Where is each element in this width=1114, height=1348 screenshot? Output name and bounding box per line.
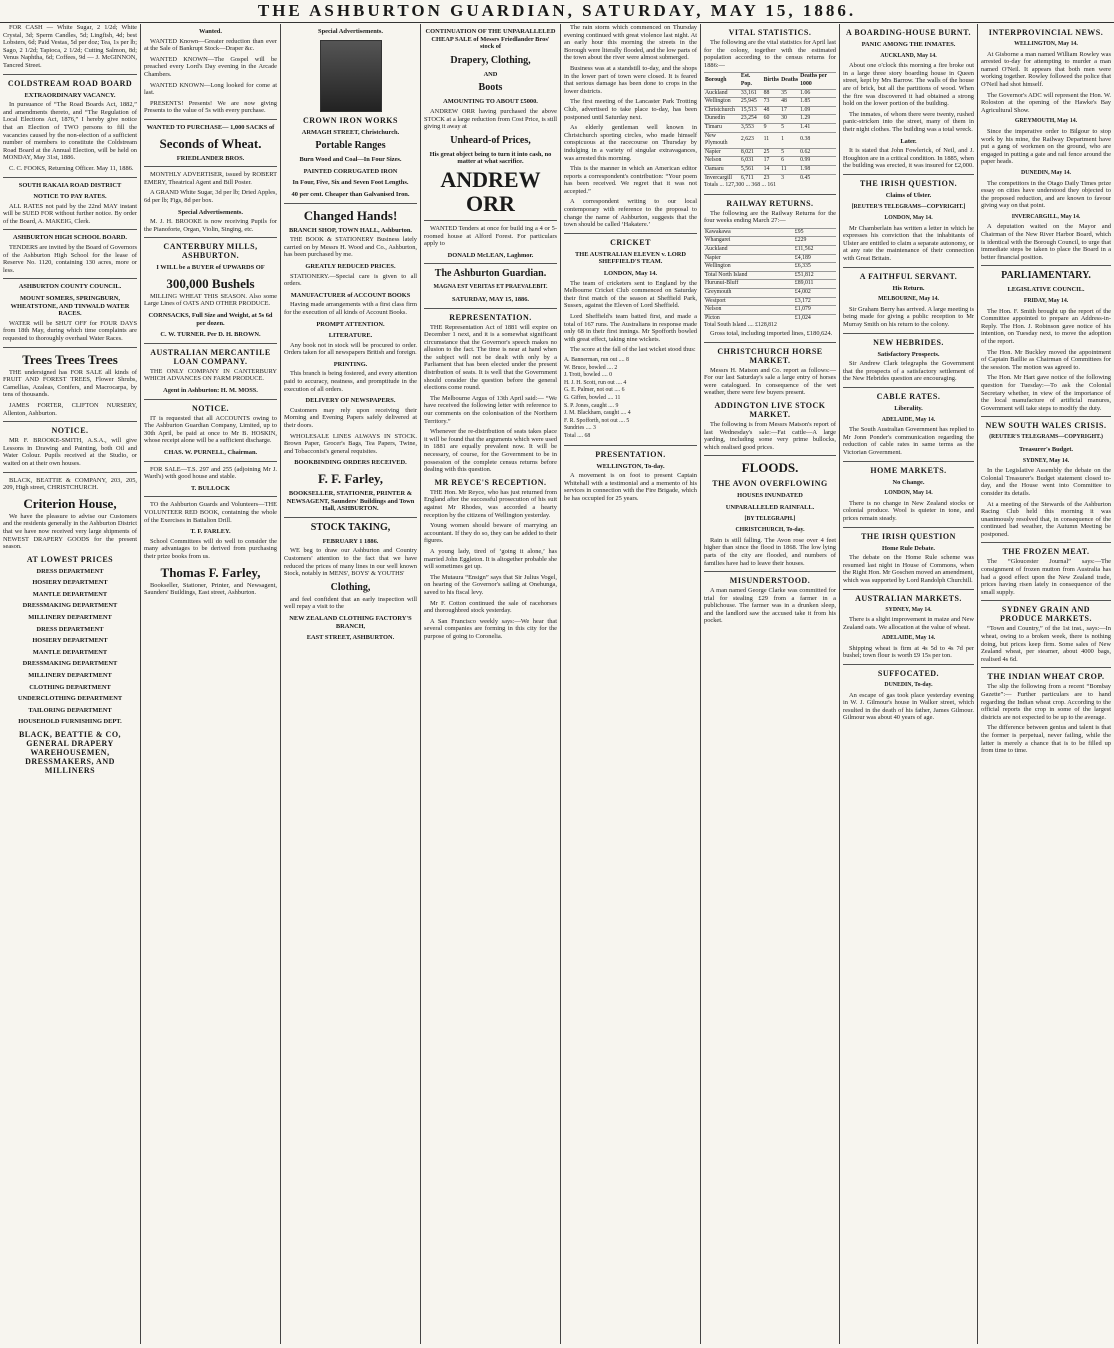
bookbinding: BOOKBINDING ORDERS RECEIVED. [294, 459, 407, 467]
account-books-heading: MANUFACTURER of ACCOUNT BOOKS [290, 291, 411, 299]
branch-shop: BRANCH SHOP, TOWN HALL, Ashburton. [289, 226, 412, 234]
irish-heading: THE IRISH QUESTION. [859, 178, 958, 188]
wanted-4: PRESENTS! Presents! We are now giving Presents to the value of 5s with every purchase. [144, 99, 277, 115]
ranges-heading: Portable Ranges [315, 140, 386, 152]
legislative-text-1: The Hon. F. Smith brought up the report of the Committee appointed to prepare an Address-in-Reply. The Hon. J. Robinson gave notice of his intention, on Tuesday next, to move the adoption of the report. [981, 307, 1111, 345]
table-row: Hurunui-Bluff £89,011 [704, 280, 836, 289]
aus-markets-text: There is a slight improvement in maize and New Zealand oats. We allocation at the value of wheat. [843, 616, 974, 631]
floods-sub-2: HOUSES INUNDATED [737, 492, 803, 500]
special-ads-heading: Special Advertisements. [318, 28, 383, 35]
accounts-notice-text: IT is requested that all ACCOUNTS owing to The Ashburton Guardian Company, Limited, up to 30th April, be paid at once to Mr B. HOSKIN, whose receipt alone will be a sufficient discharge. [144, 414, 277, 445]
representation-text-3: Whenever the re-distribution of seats takes place it will be found that the arguments which were used in 1881 are equally prevalent now. It will be necessary, of course, for the Government to be in possession of the complete census returns before dealing with this question. [424, 428, 557, 474]
boots-heading: Boots [478, 82, 503, 94]
later-heading: Later. [900, 137, 917, 145]
department-12: TAILORING DEPARTMENT [28, 706, 112, 714]
irish2-heading: THE IRISH QUESTION [861, 531, 956, 541]
cable-location: ADELAIDE, May 14. [881, 416, 936, 423]
table-row: Picton £1,024 [704, 314, 836, 322]
legislative-text-3: The Hon. Mr Hart gave notice of the following question for Tuesday:—To ask the Colonial Secretary whether, in view of the importance of the local manufacture of artificial manures, Government will take steps to modify the duty. [981, 374, 1111, 412]
mills-text: MILLING WHEAT THIS SEASON. Also some Large Lines of OATS AND OTHER PRODUCE. [144, 292, 277, 308]
finance-text: The Mutaura “Ensign” says that Sir Julius Vogel, on hearing of the Governor's sailing at Onehunga, saved to his fiscal levy. [424, 573, 557, 596]
column-1 [0, 24, 140, 1344]
lowest-prices: AT LOWEST PRICES [26, 554, 114, 564]
ff-farley: F. F. Farley, [317, 471, 384, 486]
volunteer-ad: TO the Ashburton Guards and Volunteers—THE VOLUNTEER RED BOOK, containing the whole of the Exercises in Battalion Drill. [144, 501, 277, 524]
score-6: S. P. Jones, caught .... 9 [564, 402, 619, 409]
interprovincial-text-1: At Gisborne a man named William Rowley was arrested to-day for attempting to murder a man named O'Neil. It appears that both men were working together. Rowley followed the police that O'Neil had shot himself. [981, 50, 1111, 88]
high-school-heading: ASHBURTON HIGH SCHOOL BOARD. [12, 234, 127, 242]
column-3 [281, 24, 420, 1344]
department-10: CLOTHING DEPARTMENT [29, 683, 111, 691]
criterion-company: BLACK, BEATTIE & COMPANY, 203, 205, 209, High street, CHRISTCHURCH. [3, 476, 137, 492]
stock-taking: STOCK TAKING, [310, 521, 391, 533]
nsw-location: SYDNEY, May 14. [1022, 457, 1070, 464]
department-2: MANTLE DEPARTMENT [32, 590, 108, 598]
column-8 [978, 24, 1114, 1344]
stock-taking-text: WE beg to draw our Ashburton and Country Customers' attention to the fact that we have reduced the prices of many lines in our well known Stock, notably in MENS', BOYS' & YOUTHS' [284, 547, 417, 578]
table-row: Westport £3,172 [704, 297, 836, 306]
servant-sub: His Return. [892, 284, 925, 292]
coldstream-subheading: EXTRAORDINARY VACANCY. [24, 91, 116, 99]
special-heading: Special Advertisements. [178, 208, 243, 216]
horse-market-heading: CHRISTCHURCH HORSE MARKET. [717, 346, 823, 365]
clothing-text: and feel confident that an early inspection will well repay a visit to the [284, 595, 417, 611]
thomas-farley: Thomas F. Farley, [160, 564, 261, 580]
literature-text: Any book not in stock will be procured to order. Orders taken for all newspapers British and foreign. [284, 341, 417, 357]
legislative-text-2: The Hon. Mr Buckley moved the appointment of Captain Baillie as Chairman of Committees for the session. The motion was agreed to. [981, 348, 1111, 371]
irish-sub: Claims of Ulster. [885, 191, 932, 199]
indian-wheat-heading: THE INDIAN WHEAT CROP. [987, 672, 1105, 682]
legislative-date: FRIDAY, May 14. [1023, 298, 1069, 305]
score-5: G. Giffen, bowled .... 11 [564, 394, 621, 401]
tenders-signature: DONALD McLEAN, Laghmor. [447, 251, 534, 259]
interprovincial-location-1: WELLINGTON, May 14. [1014, 41, 1078, 47]
department-9: MILLINERY DEPARTMENT [28, 672, 112, 680]
representation-text-2: The Melbourne Argus of 13th April said:— “We have received the following letter with reference to our comments on the colonisation of the Northern Territory.” [424, 394, 557, 425]
department-4: MILLINERY DEPARTMENT [28, 614, 112, 622]
reduced-prices: GREATLY REDUCED PRICES. [305, 262, 396, 270]
account-books-text: Having made arrangements with a first class firm for the execution of all kinds of Account Books. [284, 301, 417, 316]
presentation-location: WELLINGTON, To-day. [596, 462, 665, 470]
column-5 [561, 24, 700, 1344]
painted-iron-heading: PAINTED CORRUGATED IRON [303, 167, 398, 175]
floods-location: CHRISTCHURCH, To-day. [735, 527, 805, 534]
presentation-heading: PRESENTATION. [595, 449, 666, 459]
irish2-text: The debate on the Home Rule scheme was resumed last night in House of Commons, when the Right Hon. Mr Goschen moved an amendment, which was supported by Lord Randolph Churchill. [843, 554, 974, 584]
score-8: F. R. Spofforth, not out .... 5 [564, 417, 630, 424]
interprovincial-text-4: The competitors in the Otago Daily Times prize essay on cities have understood they objected to the proposed reduction, and are known to favour giving way on that point. [981, 179, 1111, 210]
column-4 [421, 24, 560, 1344]
cornsacks-signature: C. W. TURNER. Per D. H. BROWN. [160, 331, 261, 339]
books-text: THE BOOK & STATIONERY Business lately carried on by Messrs H. Wood and Co., Ashburton, has been purchased by me. [284, 236, 417, 259]
thomas-farley-text: Bookseller, Stationer, Printer, and Newsagent, Saunders' Buildings, East street, Ashburton. [144, 581, 277, 597]
mills-bushels: 300,000 Bushels [166, 275, 255, 291]
indian-wheat-text-2: The difference between genius and talent is that the former is perpetual, never failing, while the latter is merely a chance that is to be filled up from time to time. [981, 724, 1111, 755]
score-3: H. J. H. Scott, run out .... 4 [564, 379, 627, 386]
nz-clothing-address: EAST STREET, ASHBURTON. [306, 634, 395, 642]
home-markets-location: LONDON, May 14. [884, 490, 933, 497]
trees-signature: JAMES FORTER, CLIFTON NURSERY, Allenton, Ashburton. [3, 401, 137, 417]
sydney-grain-heading: SYDNEY GRAIN AND PRODUCE MARKETS. [999, 605, 1092, 624]
railway-note: Gross total, including imported lines, £180,624. [710, 330, 833, 337]
score-1: W. Bruce, bowled .... 2 [564, 364, 618, 371]
table-row: Napier £4,189 [704, 254, 836, 263]
department-0: DRESS DEPARTMENT [36, 567, 104, 575]
vital-statistics-table [704, 72, 836, 182]
floods-telegraph: [BY TELEGRAPH.] [744, 515, 796, 522]
table-row: Invercargill 6,711 23 3 0.45 [704, 174, 836, 182]
wholesale-text: WHOLESALE LINES ALWAYS IN STOCK. Brown Paper, Grocer's Bags, Tea Papers, Twine, and Tobacconist's general requisites. [284, 432, 417, 455]
hebrides-text: Sir Andrew Clark telegraphs the Government that the prospects of a satisfactory settlement of the New Hebrides question are encouraging. [843, 360, 974, 383]
wanted-2: WANTED KNOWN—The Gospel will be preached every Lord's Day evening in the Arcade Chambers. [144, 55, 277, 78]
presentation-text: A movement is on foot to present Captain Whitehall with a testimonial and a memento of his services in connection with the Fire Brigade, which he has occupied for 25 years. [564, 472, 697, 502]
boarding-house-sub: PANIC AMONG THE INMATES. [861, 41, 956, 48]
nsw-heading: NEW SOUTH WALES CRISIS. [985, 421, 1107, 431]
rakaia-heading: SOUTH RAKAIA ROAD DISTRICT [18, 181, 122, 189]
rakaia-text: ALL RATES not paid by the 22nd MAY instant will be SUED FOR without further notice. By order of the Board, A. MAKEIG, Clerk. [3, 202, 137, 225]
painted-iron-text: In Four, Five, Six and Seven Foot Lengths. [292, 179, 409, 187]
interprovincial-location-4: INVERCARGILL, May 14. [1011, 213, 1081, 220]
irish-telegram: [REUTER'S TELEGRAMS—COPYRIGHT.] [851, 203, 966, 210]
unheard-text: His great object being to turn it into cash, no matter at what sacrifice. [429, 150, 552, 166]
trees-text: THE undersigned has FOR SALE all kinds of FRUIT AND FOREST TREES, Flower Shrubs, Camellias, Azaleas, Conifers, and Macrocarpa, by tens of thousands. [3, 368, 137, 399]
frozen-meat-text: The “Gloucester Journal” says:—The consignment of frozen mutton from Australia has had a good effect upon the New Zealand trade, prices having risen lately in consequence of the small supply. [981, 558, 1111, 596]
department-11: UNDERCLOTHING DEPARTMENT [17, 695, 123, 703]
interprovincial-text-3: Since the imperative order to Bilgour to stop work by his mine, the Railway Department have put a gang of workmen on the ground, who are engaged in putting a gate and rail fence around the paper heads. [981, 127, 1111, 166]
railway-total: Total South Island .... £128,812 [704, 322, 777, 329]
wheat-heading: WANTED TO PURCHASE— 1,000 SACKS of [146, 123, 275, 131]
delivery-text: Customers may rely upon receiving their Morning and Evening Papers safely delivered at their doors. [284, 406, 417, 430]
stationery-text: STATIONERY.—Special care is given to all orders. [284, 272, 417, 288]
reyce-text: THE Hon. Mr Reyce, who has just returned from England after the successful prosecution of his suit against Mr Rhodes, was accorded a hearty reception by the citizens of Wellington yesterday. [424, 488, 557, 519]
drapery-heading: Drapery, Clothing, [450, 54, 531, 66]
paper-title: The Ashburton Guardian. [434, 268, 547, 280]
wheat-signature: FRIEDLANDER BROS. [176, 154, 245, 162]
arrest-text: As elderly gentleman well known in Christchurch sporting circles, who made himself conspicuous at the racecourse on Thursday by indulging in a variety of singular extravagances, was arrested this morning. [564, 124, 697, 162]
cable-heading: CABLE RATES. [876, 392, 941, 401]
interprovincial-text-2: The Governor's ADC will represent the Hon. W. Roloston at the opening of the Hawke's Bay Agricultural Show. [981, 91, 1111, 114]
department-5: DRESS DEPARTMENT [36, 625, 104, 633]
nsw-text-1: In the Legislative Assembly the debate on the Colonial Treasurer's Budget statement closed to-day, and the House went into Committee to consider its details. [981, 467, 1111, 497]
railway-heading: RAILWAY RETURNS. [726, 198, 814, 208]
boarding-house-location: AUCKLAND, May 14. [880, 52, 937, 59]
masthead: THE ASHBURTON GUARDIAN, SATURDAY, MAY 15, 1886. [0, 0, 1114, 23]
vital-statistics-heading: VITAL STATISTICS. [728, 28, 812, 37]
cotton-text: Mr F. Cotton continued the sale of racehorses and thoroughbred stock yesterday. [424, 599, 557, 615]
score-4: G. E. Palmer, not out .... 6 [564, 387, 625, 394]
young-women-text: Young women should beware of marrying an accountant. If they do so, they can be added to their figures. [424, 522, 557, 545]
representation-text-1: THE Representation Act of 1881 will expire on December 1 next, and it is a somewhat significant circumstance that the Governor's speech makes no allusion to the fact. The time is near at hand when the subject will not be dealt with only by a Parliament that has been elected under the present distribution of seats. It is well that the Government should consider the question before the general elections come round. [424, 323, 557, 392]
nz-clothing-factory: NEW ZEALAND CLOTHING FACTORY'S BRANCH, [289, 614, 412, 630]
addington-text: The following is from Messrs Matson's report of last Wednesday's sale:—Fat cattle—A large yarding, including some very prime bullocks, which realised good prices. [704, 420, 836, 451]
rain-text-2: Business was at a standstill to-day, and the shops in the lower part of town were closed. It is feared that serious damage has been done to crops in the lower districts. [564, 64, 697, 95]
clothing-heading: Clothing, [330, 581, 371, 593]
servant-heading: A FAITHFUL SERVANT. [859, 271, 958, 281]
misunderstood-heading: MISUNDERSTOOD. [729, 576, 811, 586]
sale-amount: AMOUNTING TO ABOUT £5000. [443, 98, 538, 106]
cricket-heading: CRICKET [610, 237, 651, 247]
andrew-orr: ANDREW ORR [440, 166, 541, 216]
suffocated-heading: SUFFOCATED. [877, 669, 940, 679]
irish2-sub: Home Rule Debate. [881, 544, 936, 552]
criterion-text: We have the pleasure to advise our Customers and the residents generally in the Ashburton District that we have now received very large shipments of NEWEST DRAPERY GOODS for the present season. [3, 512, 137, 551]
mercantile-heading: AUSTRALIAN MERCANTILE LOAN COMPANY. [150, 347, 271, 366]
representation-heading: REPRESENTATION. [449, 312, 532, 322]
criterion-heading: Criterion House, [23, 495, 117, 511]
printing-heading: PRINTING. [333, 360, 368, 368]
accounts-notice-heading: NOTICE. [191, 403, 230, 413]
table-row: Nelson 6,031 17 6 0.99 [704, 157, 836, 166]
for-sale-ad: FOR SALE—T.S. 297 and 255 (adjoining Mr J. Ward's) with good house and stable. [144, 465, 277, 481]
aus-markets-location-2: ADELAIDE, May 14. [881, 635, 936, 642]
notice-text: MR F. BROOKE-SMITH, A.S.A., will give Lessons in Drawing and Painting, both Oil and Water Colour. Pupils received at the Studio, or waited on at their own houses. [3, 437, 137, 467]
ranges-text: Burn Wood and Coal—In Four Sizes. [299, 156, 402, 164]
indian-wheat-text-1: The slip the following from a recent “Bombay Gazette”:— Further particulars are to hand regarding the Indian wheat crop. According to the official reports the crop in some of the largest districts are not expected to be up to the average. [981, 683, 1111, 721]
town-name-text: A correspondent writing to our local contemporary with reference to the proposal to change the name of Ashburton, suggests that the town should be called ‘Hakatere.’ [564, 198, 697, 229]
later-text: It is stated that John Fowlerick, of Neil, and J. Houghton are in a critical condition. In 1885, when the building was erected, it was insured for £2,000. [843, 147, 974, 170]
boarding-house-heading: A BOARDING-HOUSE BURNT. [846, 28, 971, 37]
addington-heading: ADDINGTON LIVE STOCK MARKET. [714, 400, 826, 419]
table-row: Nelson £1,079 [704, 306, 836, 315]
nsw-telegram: (REUTER'S TELEGRAMS—COPYRIGHT.) [989, 434, 1103, 441]
san-francisco-text: A San Francisco weekly says:—We hear that several companies are forming in this city for the purpose of going to Coronelia. [424, 617, 557, 640]
score-9: Sundries .... 3 [564, 425, 596, 432]
cable-text: The South Australian Government has replied to Mr Jonn Ponder's communication regarding the reduction of cable rates in same terms as the Victorian Government. [843, 426, 974, 456]
column-6 [701, 24, 839, 1344]
trotting-text: The first meeting of the Lancaster Park Trotting Club, advertised to take place to-day, has been postponed until Saturday next. [564, 98, 697, 121]
literature-heading: LITERATURE. [328, 332, 373, 340]
home-markets-heading: HOME MARKETS. [870, 465, 947, 475]
servant-text: Sir Graham Berry has arrived. A large meeting is being made for giving a public reception to Mr Murray Smith on his return to the colony. [843, 305, 974, 329]
drapery-and: AND [483, 70, 498, 78]
stock-taking-date: FEBRUARY 1 1886. [322, 537, 379, 545]
painted-iron-price: 40 per cent. Cheaper than Galvanised Iron. [291, 190, 410, 198]
interprovincial-text-5: A deputation waited on the Mayor and Chairman of the New River Harbor Board, which is identical with the Borough Council, to urge that immediate steps be taken to place the Board in a better financial position. [981, 223, 1111, 261]
table-row: Dunedin 23,254 60 30 1.29 [704, 115, 836, 124]
wanted-heading: Wanted. [199, 28, 222, 35]
home-markets-text: There is no change in New Zealand stocks or colonial produce. Wool is quieter in tone, and prices remain steady. [843, 499, 974, 522]
notice-heading: NOTICE. [51, 426, 89, 436]
table-row: Wellington £6,335 [704, 263, 836, 272]
prompt-attention: PROMPT ATTENTION. [316, 320, 385, 328]
grand-ad: A GRAND White Sugar, 3d per lb; Dried Apples, 6d per lb; Figs, 8d per box. [144, 189, 277, 204]
cheap-sale-intro: CONTINUATION OF THE UNPARALLELED CHEAP SALE of Messrs Friedlander Bros' stock of [425, 28, 556, 51]
mercantile-signature: Agent in Ashburton: H. M. MOSS. [163, 387, 258, 395]
floods-sub-3: UNPARALLELED RAINFALL. [725, 503, 815, 511]
department-13: HOUSEHOLD FURNISHING DEPT. [18, 718, 122, 726]
black-beattie-footer: BLACK, BEATTIE & CO, GENERAL DRAPERY WAREHOUSEMEN, DRESSMAKERS, AND MILLINERS [18, 730, 122, 775]
wanted-1: WANTED Known—Greater reduction than ever at the Sale of Bankrupt Stock—Draper &c. [144, 37, 277, 53]
cricket-subheading: THE AUSTRALIAN ELEVEN v. LORD SHEFFIELD'S TEAM. [575, 250, 686, 266]
ff-farley-text: BOOKSELLER, STATIONER, PRINTER & NEWSAGENT, Saunders' Buildings and Town Hall, ASHBURTON. [286, 490, 415, 513]
high-school-text: TENDERS are invited by the Board of Governors of the Ashburton High School for the lease of Reserve No. 1120, containing 130 acres, more or less. [3, 244, 137, 274]
accounts-notice-signature: CHAS. W. PURNELL, Chairman. [163, 449, 258, 456]
orr-text: ANDREW ORR having purchased the above STOCK at a large reduction from Cost Price, is still giving it away at [424, 107, 557, 131]
department-1: HOSIERY DEPARTMENT [32, 579, 108, 587]
cricket-text-2: Lord Sheffield's team batted first, and made a total of 167 runs. The Australians in response made only 68 in their first innings. Mr Spofforth bowled with great effect, taking nine wickets. [564, 313, 697, 343]
score-total: Total .... 68 [564, 432, 591, 439]
table-row: Kawakawa £95 [704, 228, 836, 237]
range-stove-illustration [320, 40, 382, 112]
table-row: Total North Island £51,812 [704, 271, 836, 280]
table-row: Auckland £11,562 [704, 246, 836, 255]
rakaia-subheading: NOTICE TO PAY RATES. [33, 193, 107, 201]
department-8: DRESSMAKING DEPARTMENT [22, 660, 118, 668]
table-row: Whangarei £229 [704, 237, 836, 246]
servant-location: MELBOURNE, May 14. [878, 296, 939, 303]
crown-iron-address: ARMAGH STREET, Christchurch. [301, 128, 400, 136]
tenders-text: WANTED Tenders at once for build ing a 4 or 5-roomed house at Alford Forest. For particulars apply to [424, 224, 557, 248]
table-row: Christchurch 15,513 48 17 1.09 [704, 106, 836, 115]
table-row: Timaru 3,553 9 5 1.41 [704, 123, 836, 132]
nsw-text-2: At a meeting of the Stewards of the Ashburton Racing Club held this morning it was unanimously resolved that, in consequence of the continued bad weather, the Autumn Meeting be postponed. [981, 500, 1111, 538]
hebrides-heading: NEW HEBRIDES. [873, 337, 944, 347]
sydney-grain-text: “Town and Country,” of the 1st inst., says:—In wheat, owing to a broken week, there is nothing doing, but prices keep firm. Some sales of New Zealand wheat, per steamer, about 4000 bags, realised 4s 6d. [981, 625, 1111, 663]
interprovincial-location-2: GREYMOUTH, May 14. [1014, 118, 1078, 125]
railway-intro: The following are the Railway Returns for the four weeks ending March 27:— [704, 209, 836, 225]
aus-markets-heading: AUSTRALIAN MARKETS. [855, 593, 962, 603]
boarding-house-text-1: About one o'clock this morning a fire broke out in a large three story boarding house in Queen street, kept by Mrs Barrow. The walls of the house are of brick, but all the partitions of wood. When the fire was discovered it had obtained a strong hold on the lower portion of the building. [843, 62, 974, 108]
rain-text-1: The rain storm which commenced on Thursday evening continued with great violence last night. At an early hour this morning the streets in the Borough were literally flooded, and the low parts of the town about the river were almost submerged. [564, 24, 697, 62]
trees-heading: Trees Trees Trees [22, 351, 118, 367]
floods-text: Rain is still falling. The Avon rose over 4 feet higher than since the flood in 1868. The low lying parts of the city are flooded, and numbers of families have had to leave their houses. [704, 536, 836, 567]
county-heading: ASHBURTON COUNTY COUNCIL. [18, 283, 122, 291]
floods-sub-1: THE AVON OVERFLOWING [712, 479, 828, 489]
table-row: Auckland 33,161 88 35 1.06 [704, 89, 836, 98]
floods-heading: FLOODS. [741, 460, 799, 476]
for-sale-signature: T. BULLOCK [191, 484, 230, 492]
cash-ad: FOR CASH — White Sugar, 2 1/2d; White Crystal, 3d; Sperm Candles, 5d; Lingfish, 4d; best Lobsters, 6d; Paid Vestas, 5d per doz; Tea, 1s per lb; Sago, 2 1/2d; Tapioca, 2 1/2d; Cutting Salmon, 8d; Venus Naphtha, 6d; Coffees, 9d — J. McGINNON, Tancred Street. [3, 24, 137, 69]
wheat-title: Seconds of Wheat. [159, 135, 262, 151]
county-subheading: MOUNT SOMERS, SPRINGBURN, WHEATSTONE, AND TINWALD WATER RACES. [10, 295, 130, 318]
coldstream-text: In pursuance of “The Road Boards Act, 1882,” and amendments thereto, and “The Regulation of Local Elections Act, 1876,” I hereby give notice that an Election of TWO persons to fill the vacancies caused by the non-election of a sufficient number of members to constitute the Coldstream Road Board at the Annual Election, will be held on MONDAY, May 31st, 1886. [3, 101, 137, 162]
vital-total: Totals ... 127,300 ... 368 ... 161 [704, 182, 777, 189]
changed-hands: Changed Hands! [303, 207, 398, 223]
vital-header-row: Borough Est. Pop. Births Deaths Deaths per 1000 [704, 73, 836, 89]
county-text: WATER will be SHUT OFF for FOUR DAYS from 18th May, during which time complaints are requested to thoroughly overhaul Water Races. [3, 319, 137, 342]
printing-text: This branch is being fostered, and every attention paid to accuracy, neatness, and promptitude in the execution of all orders. [284, 370, 417, 393]
suffocated-location: DUNEDIN, To-day. [884, 682, 933, 689]
parliamentary-heading: PARLIAMENTARY. [1001, 270, 1091, 282]
mercantile-text: THE ONLY COMPANY IN CANTERBURY WHICH ADVANCES ON FARM PRODUCE. [144, 367, 277, 383]
department-6: HOSIERY DEPARTMENT [32, 637, 108, 645]
volunteer-signature: T. F. FARLEY. [190, 528, 231, 536]
paper-date: SATURDAY, MAY 15, 1886. [451, 295, 530, 303]
coldstream-signature: C. C. FOOKS, Returning Officer. May 11, 1886. [9, 164, 134, 172]
interprovincial-heading: INTERPROVINCIAL NEWS. [988, 28, 1104, 37]
score-7: J. M. Blackham, caught .... 4 [564, 410, 631, 417]
vital-statistics-intro: The following are the vital statistics for April last for the colony, together with the estimated population according to the census returns for 1886:— [704, 39, 837, 69]
wanted-3: WANTED KNOWN—Long looked for come at last. [144, 81, 277, 97]
table-row: Oamaru 5,561 14 11 1.98 [704, 165, 836, 174]
table-row: Greymouth £4,002 [704, 289, 836, 298]
school-ad: School Committees will do well to consider the many advantages to be derived from purchasing their prize books from us. [144, 537, 277, 560]
irish-location: LONDON, May 14. [884, 215, 933, 222]
suffocated-text: An escape of gas took place yesterday evening in W. J. Gilmour's house in Walker street, which resulted in the death of his father, James Gilmour. Gilmour was about 40 years of age. [843, 691, 974, 722]
department-7: MANTLE DEPARTMENT [32, 648, 108, 656]
boarding-house-text-2: The inmates, of whom there were twenty, rushed panic-stricken into the street, many of them in their night clothes. The building was a total wreck. [843, 110, 974, 133]
irish-text: Mr Chamberlain has written a letter in which he expresses his conviction that the inhabitants of Ulster are entitled to claim a separate autonomy, or at any rate the maintenance of their connection with Great Britain. [843, 224, 974, 263]
cornsacks: CORNSACKS, Full Size and Weight, at 5s 6d per dozen. [148, 312, 273, 327]
coldstream-heading: COLDSTREAM ROAD BOARD [7, 78, 133, 88]
table-row: Wellington 25,945 73 48 1.85 [704, 98, 836, 107]
horse-market-text: Messrs H. Matson and Co. report as follows:—For our last Saturday's sale a large entry of horses were catalogued. In consequence of the wet weather, there were few buyers present. [704, 366, 836, 397]
young-lady-text: A young lady, tired of ‘going it alone,’ has married John Eggleton. It is altogether probable she will sometimes get up. [424, 547, 557, 571]
cricket-text-3: The score at the fall of the last wicket stood thus: [570, 346, 696, 354]
legislative-council: LEGISLATIVE COUNCIL. [1007, 286, 1085, 294]
cable-sub: Liberality. [894, 405, 923, 412]
table-row: New Plymouth 2,623 11 1 0.38 [704, 132, 836, 148]
aus-markets-text-2: Shipping wheat is firm at 4s 5d to 4s 7d per bushel; town flour is worth £9 15s per ton. [843, 644, 974, 660]
frozen-meat-heading: THE FROZEN MEAT. [1002, 547, 1090, 557]
mills-heading: CANTERBURY MILLS, ASHBURTON. [163, 242, 258, 261]
table-row: Napier 8,021 25 5 0.62 [704, 148, 836, 157]
cricket-location: LONDON, May 14. [603, 270, 658, 278]
interprovincial-location-3: DUNEDIN, May 14. [1021, 169, 1071, 176]
brooke-ad: M. J. H. BROOKE is now receiving Pupils for the Pianoforte, Organ, Violin, Singing, etc. [144, 218, 277, 233]
column-7 [840, 24, 977, 1344]
mills-intro: I WILL be a BUYER of UPWARDS OF [156, 264, 265, 272]
reyce-heading: MR REYCE'S RECEPTION. [434, 477, 547, 487]
score-2: J. Trott, bowled .... 0 [564, 372, 612, 379]
cricket-text-1: The team of cricketers sent to England by the Melbourne Cricket Club commenced on Saturday their first match of the season at Sheffield Park, Sussex, against the Eleven of Lord Sheffield. [564, 279, 697, 310]
aus-markets-location: SYDNEY, May 14. [885, 606, 932, 613]
score-0: A. Bannerman, run out .... 8 [564, 356, 629, 363]
nsw-sub: Treasurer's Budget. [1019, 445, 1073, 453]
editor-text: This is the manner in which an American editor reports a correspondent's contribution: “Your poem has been received. We regret that it was not accepted.” [564, 165, 697, 195]
home-markets-sub: No Change. [892, 478, 925, 486]
column-2 [141, 24, 280, 1344]
paper-motto: MAGNA EST VERITAS ET PRAEVALEBIT. [433, 284, 548, 291]
hebrides-sub: Satisfactory Prospects. [877, 350, 940, 358]
railway-table [704, 228, 836, 323]
monthly-advertiser: MONTHLY ADVERTISER, issued by ROBERT EMERY, Theatrical Agent and Bill Poster. [144, 171, 277, 186]
misunderstood-text: A man named George Clarke was committed for trial for stealing £29 from a farmer in a publichouse. The farmer was in a drunken sleep, and the landlord saw the accused take it from his pocket. [704, 587, 836, 625]
crown-iron-heading: CROWN IRON WORKS [303, 115, 398, 125]
delivery-heading: DELIVERY OF NEWSPAPERS. [305, 397, 396, 405]
department-3: DRESSMAKING DEPARTMENT [22, 602, 118, 610]
unheard-of-prices: Unheard-of Prices, [450, 134, 531, 146]
